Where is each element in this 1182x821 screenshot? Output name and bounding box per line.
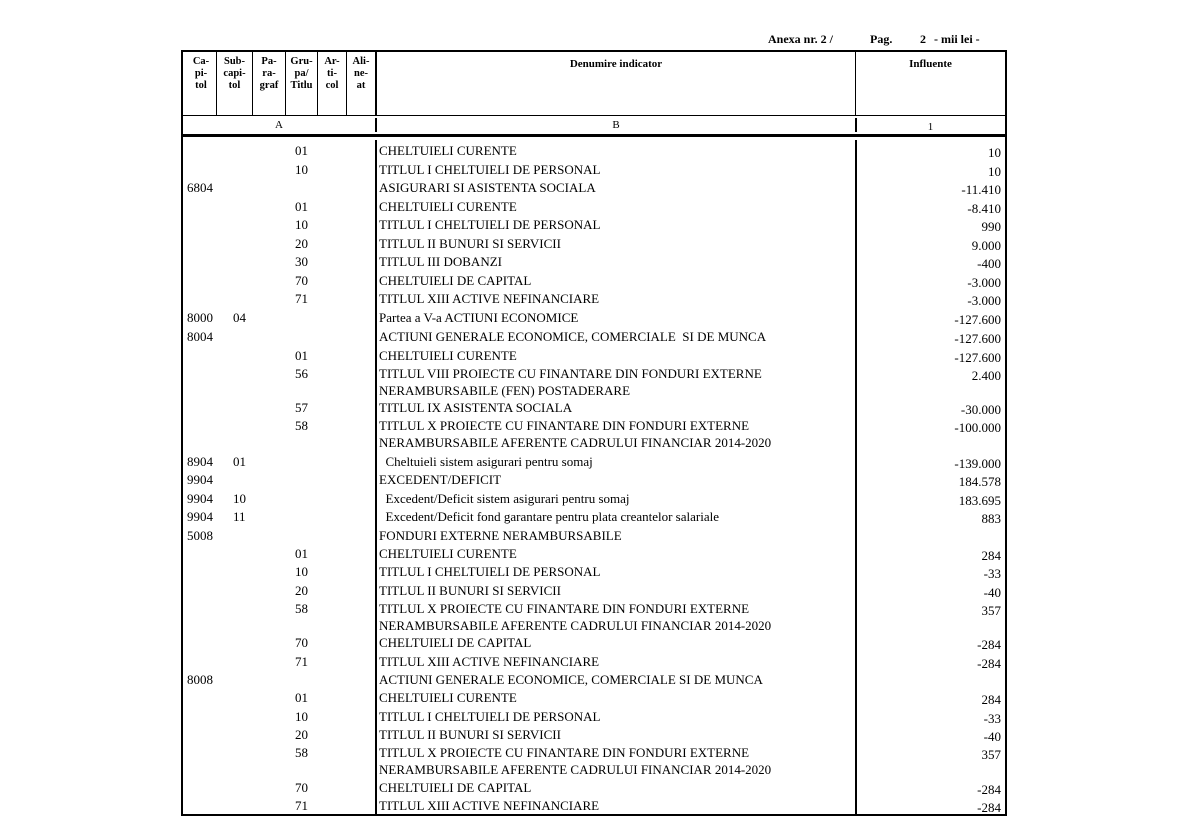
subcapitol-code: 04 [233,310,246,325]
influente-value: -33 [983,566,1001,581]
code-column-divider-body [375,140,377,814]
subcapitol-code: 11 [233,509,246,524]
annex-label: Anexa nr. 2 / [768,32,833,46]
indicator-name: CHELTUIELI CURENTE [379,348,517,363]
grupa-code: 01 [295,143,308,158]
influente-value: -284 [977,782,1001,797]
influente-value: -3.000 [967,293,1001,308]
unit-label: - mii lei - [934,32,980,46]
grupa-code: 01 [295,348,308,363]
capitol-code: 8904 [187,454,213,469]
capitol-code: 9904 [187,472,213,487]
capitol-code: 6804 [187,180,213,195]
col-header-subcapitol: Sub- capi- tol [223,56,246,91]
indicator-name: CHELTUIELI DE CAPITAL [379,635,532,650]
indicator-name-continued: NERAMBURSABILE AFERENTE CADRULUI FINANCIAR 2014-2020 [379,762,772,777]
influente-value: -3.000 [967,275,1001,290]
grupa-code: 58 [295,601,308,616]
indicator-name: TITLUL IX ASISTENTA SOCIALA [379,400,573,415]
capitol-code: 8004 [187,329,213,344]
influente-value: -11.410 [961,182,1001,197]
indicator-name-continued: NERAMBURSABILE AFERENTE CADRULUI FINANCIAR 2014-2020 [379,435,772,450]
influente-value: 2.400 [971,368,1001,383]
indicator-name: TITLUL II BUNURI SI SERVICII [379,583,561,598]
influente-value: 183.695 [958,493,1001,508]
influente-value: 10 [988,164,1001,179]
influente-value: -284 [977,637,1001,652]
grupa-code: 58 [295,418,308,433]
col-header-denumire: Denumire indicator [569,58,663,70]
indicator-name: Excedent/Deficit sistem asigurari pentru somaj [379,491,630,506]
influente-value: 9.000 [971,238,1001,253]
letter-row-divider [183,134,1005,137]
indicator-name: Excedent/Deficit fond garantare pentru plata creantelor salariale [379,509,719,524]
grupa-code: 01 [295,546,308,561]
col-header-alineat: Ali- ne- at [352,56,370,91]
influente-value: -127.600 [954,312,1001,327]
indicator-name: CHELTUIELI DE CAPITAL [379,273,532,288]
influente-value: 990 [981,219,1001,234]
indicator-name: TITLUL X PROIECTE CU FINANTARE DIN FONDURI EXTERNE [379,601,750,616]
influente-value: 883 [981,511,1001,526]
influente-value: 284 [981,548,1001,563]
col-header-paragraf: Pa- ra- graf [259,56,279,91]
indicator-name: ACTIUNI GENERALE ECONOMICE, COMERCIALE SI DE MUNCA [379,672,763,687]
influente-value: -100.000 [954,420,1001,435]
indicator-name-continued: NERAMBURSABILE AFERENTE CADRULUI FINANCIAR 2014-2020 [379,618,772,633]
subcapitol-code: 01 [233,454,246,469]
indicator-name: TITLUL I CHELTUIELI DE PERSONAL [379,564,601,579]
indicator-name-continued: NERAMBURSABILE (FEN) POSTADERARE [379,383,631,398]
indicator-name: TITLUL III DOBANZI [379,254,502,269]
page-label: Pag. [870,32,893,46]
capitol-code: 5008 [187,528,213,543]
grupa-code: 57 [295,400,308,415]
grupa-code: 10 [295,162,308,177]
indicator-name: TITLUL X PROIECTE CU FINANTARE DIN FONDURI EXTERNE [379,418,750,433]
grupa-code: 20 [295,727,308,742]
influente-value: 284 [981,692,1001,707]
influente-value: -8.410 [967,201,1001,216]
subcapitol-code: 10 [233,491,246,506]
influente-value: 10 [988,145,1001,160]
indicator-name: EXCEDENT/DEFICIT [379,472,502,487]
header-divider [183,115,1005,116]
page-number: 2 [920,32,926,46]
influente-value: -127.600 [954,350,1001,365]
grupa-code: 20 [295,583,308,598]
influente-value: 184.578 [958,474,1001,489]
indicator-name: ACTIUNI GENERALE ECONOMICE, COMERCIALE SI DE MUNCA [379,329,767,344]
influente-value: -284 [977,800,1001,815]
indicator-name: TITLUL I CHELTUIELI DE PERSONAL [379,217,601,232]
indicator-name: TITLUL II BUNURI SI SERVICII [379,727,561,742]
col-header-grupa: Gru- pa/ Titlu [290,56,313,91]
influente-value: -400 [977,256,1001,271]
grupa-code: 70 [295,273,308,288]
grupa-code: 71 [295,291,308,306]
grupa-code: 71 [295,798,308,813]
indicator-name: CHELTUIELI DE CAPITAL [379,780,532,795]
influente-value: -40 [983,729,1001,744]
grupa-code: 56 [295,366,308,381]
capitol-code: 9904 [187,509,213,524]
grupa-code: 58 [295,745,308,760]
influente-value: -127.600 [954,331,1001,346]
indicator-name: ASIGURARI SI ASISTENTA SOCIALA [379,180,596,195]
indicator-name: TITLUL VIII PROIECTE CU FINANTARE DIN FONDURI EXTERNE [379,366,762,381]
letter-1: 1 [927,121,934,133]
influente-value: 357 [981,603,1001,618]
col-header-capitol: Ca- pi- tol [192,56,210,91]
capitol-code: 8000 [187,310,213,325]
grupa-code: 70 [295,780,308,795]
capitol-code: 9904 [187,491,213,506]
indicator-name: TITLUL XIII ACTIVE NEFINANCIARE [379,798,600,813]
indicator-name: CHELTUIELI CURENTE [379,199,517,214]
grupa-code: 01 [295,690,308,705]
letter-b: B [612,119,620,131]
indicator-name: Partea a V-a ACTIUNI ECONOMICE [379,310,579,325]
indicator-name: TITLUL II BUNURI SI SERVICII [379,236,561,251]
indicator-name: Cheltuieli sistem asigurari pentru somaj [379,454,593,469]
influente-value: -284 [977,656,1001,671]
grupa-code: 01 [295,199,308,214]
grupa-code: 10 [295,564,308,579]
influente-value: 357 [981,747,1001,762]
indicator-name: CHELTUIELI CURENTE [379,690,517,705]
value-column-divider-body [855,140,857,814]
grupa-code: 10 [295,217,308,232]
capitol-code: 8008 [187,672,213,687]
influente-value: -40 [983,585,1001,600]
grupa-code: 10 [295,709,308,724]
indicator-name: CHELTUIELI CURENTE [379,143,517,158]
indicator-name: TITLUL XIII ACTIVE NEFINANCIARE [379,654,600,669]
grupa-code: 71 [295,654,308,669]
indicator-name: CHELTUIELI CURENTE [379,546,517,561]
grupa-code: 70 [295,635,308,650]
col-header-articol: Ar- ti- col [324,56,340,91]
influente-value: -139.000 [954,456,1001,471]
indicator-name: TITLUL X PROIECTE CU FINANTARE DIN FONDURI EXTERNE [379,745,750,760]
influente-value: -33 [983,711,1001,726]
influente-value: -30.000 [960,402,1001,417]
grupa-code: 30 [295,254,308,269]
col-header-influente: Influente [909,58,952,70]
indicator-name: TITLUL XIII ACTIVE NEFINANCIARE [379,291,600,306]
indicator-name: TITLUL I CHELTUIELI DE PERSONAL [379,162,601,177]
indicator-name: FONDURI EXTERNE NERAMBURSABILE [379,528,622,543]
letter-a: A [275,119,283,131]
grupa-code: 20 [295,236,308,251]
indicator-name: TITLUL I CHELTUIELI DE PERSONAL [379,709,601,724]
